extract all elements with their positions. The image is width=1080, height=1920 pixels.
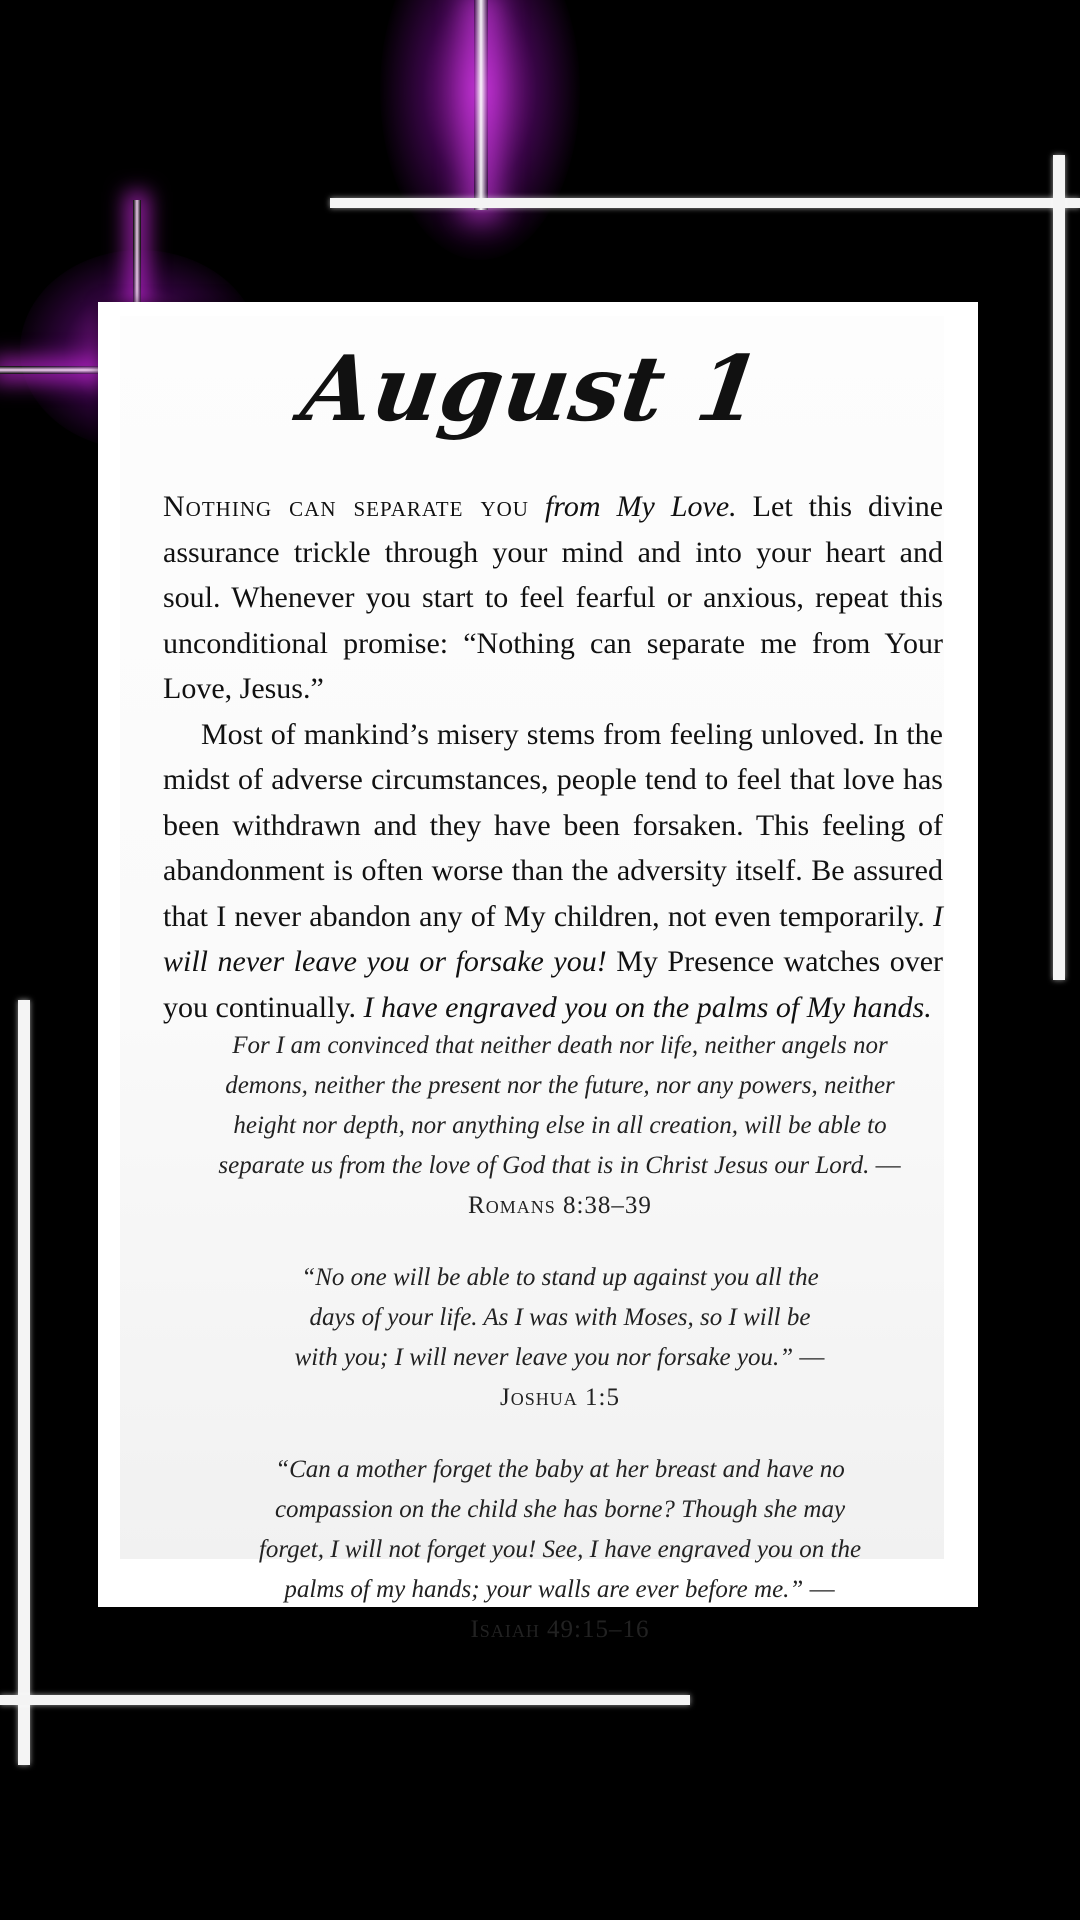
paragraph-2-italic-1: I will never leave you or forsake you! xyxy=(163,899,943,978)
scripture-verses xyxy=(180,1026,940,1682)
paragraph-2-text-2: My Presence watches over you continually. xyxy=(163,945,944,1024)
frame-line-left xyxy=(18,1000,30,1765)
verse-romans xyxy=(180,1026,940,1226)
verse-reference: —Joshua 1:5 xyxy=(500,1344,826,1411)
paragraph-2-text: Most of mankind’s misery stems from feeling unloved. In the midst of adverse circumstances, people tend to feel that love has been withdrawn and they have been forsaken. This feeling of abandonment is often worse than the adversity itself. Be assured that I never abandon any of My children, not even temporarily. xyxy=(163,717,943,933)
verse-reference: —Isaiah 49:15–16 xyxy=(470,1576,836,1643)
devotional-text xyxy=(163,484,943,1030)
verse-text: “No one will be able to stand up against you all the days of your life. As I was with Moses, so I will be with you; I will never leave you nor forsake you.” xyxy=(294,1264,819,1371)
verse-text: For I am convinced that neither death nor life, neither angels nor demons, neither the present nor the future, nor any powers, neither height nor depth, nor anything else in all creation, will be able to separate us from the love of God that is in Christ Jesus our Lord. xyxy=(218,1032,895,1179)
frame-line-top xyxy=(330,198,1080,208)
paragraph-2-italic-2: I have engraved you on the palms of My hands. xyxy=(363,990,932,1024)
verse-reference: —Romans 8:38–39 xyxy=(468,1152,902,1219)
light-beam-vertical xyxy=(474,0,488,210)
lead-italic: from My Love. xyxy=(544,490,737,523)
paragraph-2 xyxy=(163,712,943,1031)
lead-caps: Nothing can separate you xyxy=(163,490,529,523)
verse-text: “Can a mother forget the baby at her breast and have no compassion on the child she has borne? Though she may forget, I will not forget you! See, I have engraved you on the palms of my hands; your walls are ever before me.” xyxy=(258,1456,862,1603)
verse-joshua xyxy=(180,1258,940,1418)
frame-line-right xyxy=(1053,155,1065,980)
frame-line-bottom xyxy=(0,1695,690,1705)
paragraph-1 xyxy=(163,484,943,712)
devotional-page xyxy=(98,302,978,1643)
light-beam-small xyxy=(133,200,141,310)
paragraph-1-text: Let this divine assurance trickle through your mind and into your heart and soul. Whenever you start to feel fearful or anxious, repeat this unconditional promise: “Nothing can separate me from Your Love, Jesus.” xyxy=(163,490,944,705)
page-title: August 1 xyxy=(295,336,769,442)
page-scan xyxy=(120,316,944,1643)
verse-isaiah xyxy=(180,1450,940,1650)
